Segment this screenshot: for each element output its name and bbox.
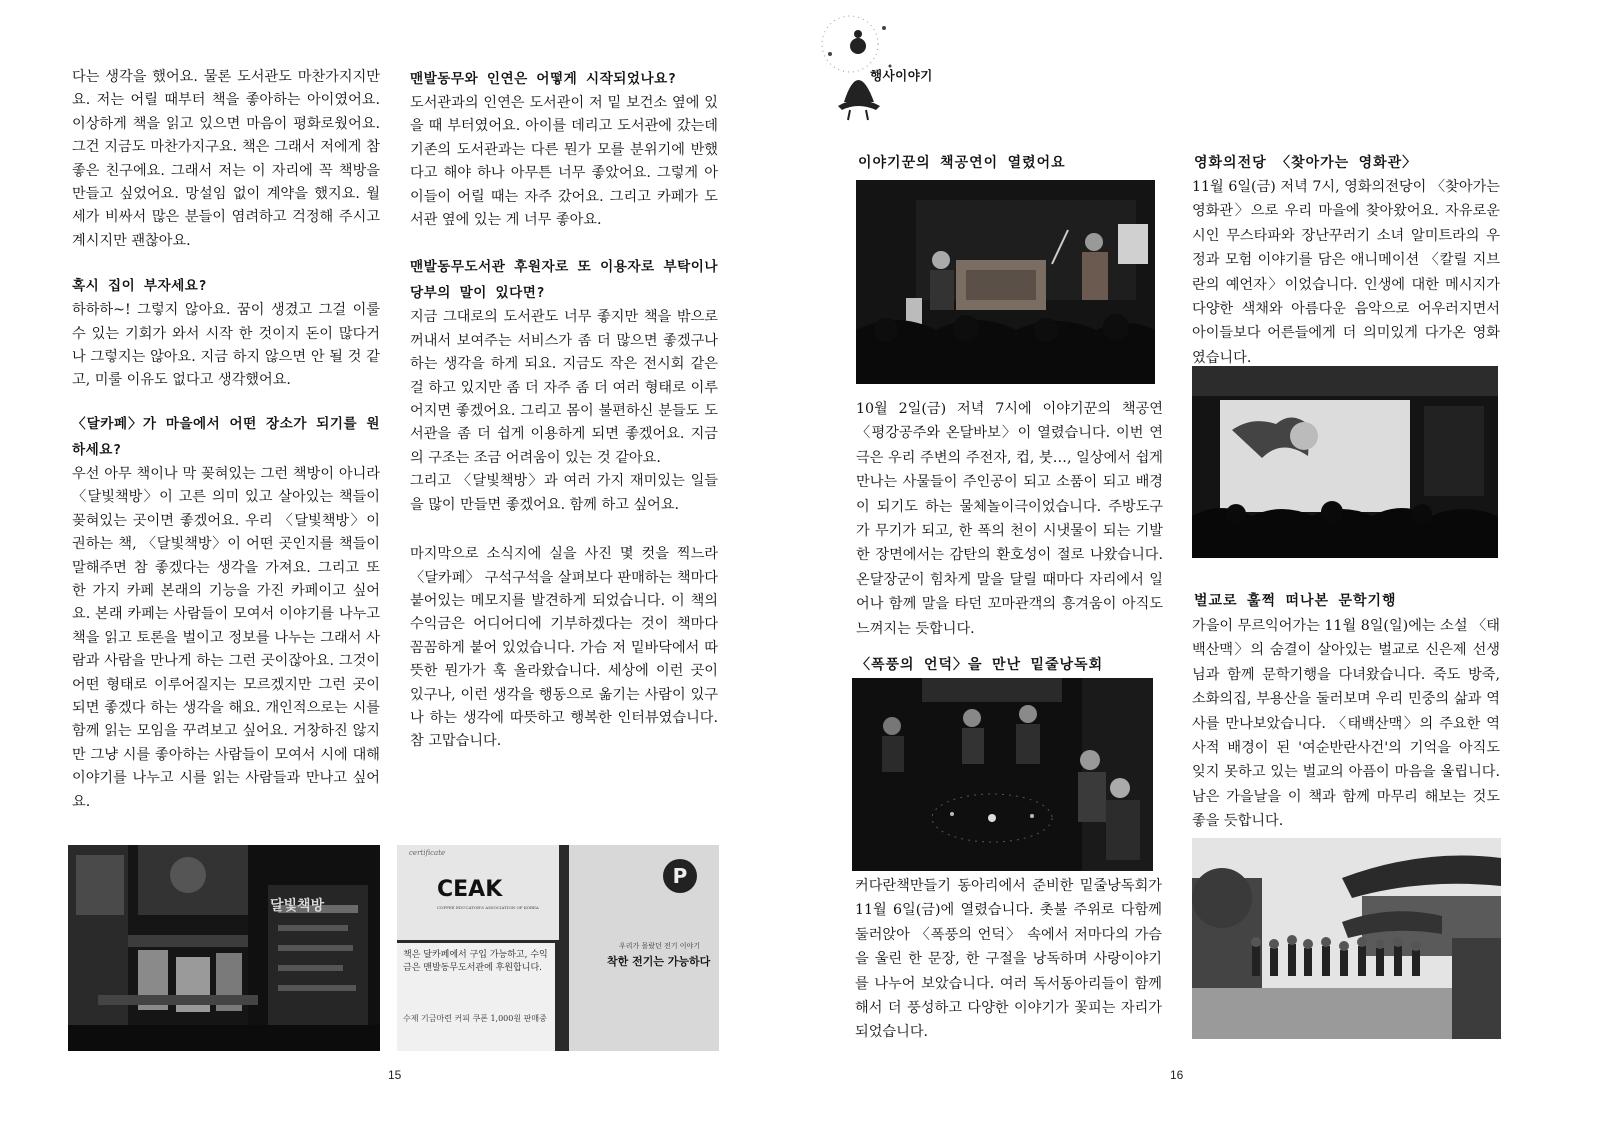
event-body xyxy=(1192,614,1500,834)
literary-trip-photo xyxy=(1192,838,1501,1039)
event-body xyxy=(856,397,1163,641)
certificate-panel xyxy=(397,845,559,940)
event-text: 가을이 무르익어가는 11월 8일(일)에는 소설 〈태백산맥〉의 숨결이 살아있는 벌교로 신은제 선생님과 함께 문학기행을 다녀왔습니다. 죽도 방죽, 소화의집, 부용산을 둘러보며 우리 민중의 삶과 역사를 만나보았습니다. 〈태백산맥〉의 주요한 역사적 배경이 된 '여순반란사건'의 기억을 아직도 잊지 못하고 있는 벌교의 아픔이 마음을 울립니다. 남은 가을날을 이 책과 함께 마무리 해보는 것도 좋을 듯합니다. xyxy=(1192,618,1500,830)
theater-photo xyxy=(856,180,1155,384)
event-story-logo xyxy=(820,14,990,124)
bookshop-sign: 달빛책방 xyxy=(270,898,325,914)
interview-answer: 도서관과의 인연은 도서관이 저 밑 보건소 옆에 있을 때 부터였어요. 아이를 데리고 도서관에 갔는데 기존의 도서관과는 다른 뭔가 모를 분위기에 반했다고 해야 하나 아무튼 너무 좋았어요. 그렇게 아이들이 어릴 때는 자주 갔어요. 그리고 카페가 도서관 옆에 있는 게 너무 좋아요. xyxy=(410,95,718,229)
event-text: 10월 2일(금) 저녁 7시에 이야기꾼의 책공연 〈평강공주와 온달바보〉이 열렸습니다. 이번 연극은 우리 주변의 주전자, 컵, 붓…, 일상에서 쉽게 만나는 사물들이 주인공이 되고 소품이 되고 배경이 되기도 하는 물체놀이극이었습니다. 주방도구가 무기가 되고, 한 폭의 천이 시냇물이 되는 기발한 장면에서는 감탄의 환호성이 절로 나왔습니다. 온달장군이 힘차게 말을 달릴 때마다 자리에서 일어나 함께 말을 타던 꼬마관객의 흥겨움이 아직도 느껴지는 듯합니다. xyxy=(856,401,1163,637)
certificate-label: certificate xyxy=(409,849,446,857)
left-column-2 xyxy=(410,66,718,754)
reading-circle-photo xyxy=(852,678,1153,871)
interview-paragraph: 다는 생각을 했어요. 물론 도서관도 마찬가지지만요. 저는 어릴 때부터 책을 좋아하는 아이였어요. 이상하게 책을 읽고 있으면 마음이 평화로웠어요. 그건 지금도 마찬가지구요. 책은 그래서 저에게 참 좋은 친구에요. 그래서 저는 이 자리에 꼭 책방을 만들고 싶었어요. 망설임 없이 계약을 했지요. 월세가 비싸서 많은 분들이 염려하고 걱정해 주시고 계시지만 괜찮아요. xyxy=(72,69,380,249)
event-heading: 〈폭풍의 언덕〉을 만난 밑줄낭독회 xyxy=(856,657,1104,673)
closing-paragraph: 마지막으로 소식지에 실을 사진 몇 컷을 찍느라 〈달카페〉 구석구석을 살펴보다 판매하는 책마다 붙어있는 메모지를 발견하게 되었습니다. 이 책의 수익금은 어디어디에 기부하겠다는 것이 책마다 꼼꼼하게 붙어 있었습니다. 가슴 저 밑바닥에서 따뜻한 뭔가가 훅 올라왔습니다. 세상에 이런 곳이 있구나, 이런 생각을 행동으로 옮기는 사람이 있구나 하는 생각에 따뜻하고 행복한 인터뷰였습니다. 참 고맙습니다. xyxy=(410,546,718,750)
event-heading: 이야기꾼의 책공연이 열렸어요 xyxy=(858,155,1066,171)
interview-answer: 지금 그대로의 도서관도 너무 좋지만 책을 밖으로 꺼내서 보여주는 서비스가 좀 더 많으면 좋겠구나 하는 생각을 하게 되요. 지금도 작은 전시회 같은걸 하고 있지만 좀 더 자주 좀 더 여러 형태로 이루어지면 좋겠어요. 그리고 몸이 불편하신 분들도 도서관을 좀 더 쉽게 이용하게 되면 좋겠어요. 지금의 구조는 조금 어려움이 있는 것 같아요. xyxy=(410,309,718,466)
book-title: 착한 전기는 가능하다 xyxy=(607,955,711,968)
interview-answer: 하하하~! 그렇지 않아요. 꿈이 생겼고 그걸 이룰 수 있는 기회가 와서 시작 한 것이지 돈이 많다거나 그렇지는 않아요. 지금 하지 않으면 안 될 것 같고, 미룰 이유도 없다고 생각했어요. xyxy=(72,302,380,389)
event-text: 커다란책만들기 동아리에서 준비한 밑줄낭독회가 11월 6일(금)에 열렸습니다. 촛불 주위로 다함께 둘러앉아 〈폭풍의 언덕〉 속에서 저마다의 가슴을 울린 한 문장, 한 구절을 낭독하며 사랑이야기를 나누어 보았습니다. 여러 독서동아리들이 함께 해서 더 풍성하고 다양한 이야기가 꽃피는 자리가 되었습니다. xyxy=(855,878,1162,1041)
event-body xyxy=(855,874,1162,1045)
ceak-subtitle: COFFEE EDUCATOR'S ASSOCIATION OF KOREA xyxy=(437,905,539,910)
book-subtitle: 우리가 몰랐던 전기 이야기 xyxy=(619,942,701,950)
event-body xyxy=(1192,175,1500,370)
memo-note xyxy=(397,943,555,1051)
left-column-1 xyxy=(72,66,380,814)
event-text: 11월 6일(금) 저녁 7시, 영화의전당이 〈찾아가는 영화관〉으로 우리 마을에 찾아왔어요. 자유로운 시인 무스타파와 장난꾸러기 소녀 알미트라의 우정과 모험 이야기를 담은 애니메이션 〈칼릴 지브란의 예언자〉이었습니다. 인생에 대한 메시지가 다양한 색채와 아름다운 음악으로 어우러지면서 아이들보다 어른들에게 더 의미있게 다가온 영화였습니다. xyxy=(1192,179,1500,366)
memo-note-text-2: 수제 기금마련 커피 쿠폰 1,000원 판매중 xyxy=(403,1014,547,1023)
bookshop-photo xyxy=(68,845,380,1051)
interview-question: 맨발동무도서관 후원자로 또 이용자로 부탁이나 당부의 말이 있다면? xyxy=(410,259,718,302)
ceak-logo-text: CEAK xyxy=(437,877,503,902)
memo-note-text: 책은 달카페에서 구입 가능하고, 수익금은 맨발동무도서관에 후원합니다. xyxy=(403,950,548,973)
book-cover xyxy=(569,845,719,1051)
interview-answer: 그리고 〈달빛책방〉과 여러 가지 재미있는 일들을 많이 만들면 좋겠어요. 함께 하고 싶어요. xyxy=(410,473,718,513)
book-memo-photo xyxy=(397,845,719,1051)
interview-question: 맨발동무와 인연은 어떻게 시작되었나요? xyxy=(410,71,677,87)
p-logo-icon: P xyxy=(663,859,697,893)
interview-answer: 우선 아무 책이나 막 꽂혀있는 그런 책방이 아니라 〈달빛책방〉이 고른 의미 있고 살아있는 책들이 꽂혀있는 곳이면 좋겠어요. 우리 〈달빛책방〉이 권하는 책, 〈달빛책방〉이 어떤 곳인지를 책들이 말해주면 참 좋겠다는 생각을 가져요. 그리고 또 한 가지 카페 본래의 기능을 가진 카페이고 싶어요. 본래 카페는 사람들이 모여서 이야기를 나누고 책을 읽고 토론을 벌이고 정보를 나누는 그래서 사람과 사람을 만나게 하는 그런 곳이잖아요. 그것이 어떤 형태로 이루어질지는 모르겠지만 그런 곳이 되면 좋겠다 하는 생각을 해요. 개인적으로는 시를 함께 읽는 모임을 꾸려보고 싶어요. 거창하진 않지만 그냥 시를 좋아하는 사람들이 모여서 시에 대해 이야기를 나누고 시를 읽는 사람들과 만나고 싶어요. xyxy=(72,465,380,810)
interview-question: 혹시 집이 부자세요? xyxy=(72,278,208,295)
cinema-photo xyxy=(1192,366,1498,558)
interview-question: 〈달카페〉가 마을에서 어떤 장소가 되기를 원하세요? xyxy=(72,415,380,458)
event-heading: 벌교로 훌쩍 떠나본 문학기행 xyxy=(1194,593,1397,609)
page-number-left: 15 xyxy=(388,1068,402,1082)
page-number-right: 16 xyxy=(1170,1068,1184,1082)
event-heading: 영화의전당 〈찾아가는 영화관〉 xyxy=(1194,155,1418,171)
event-story-title: 행사이야기 xyxy=(870,68,933,83)
